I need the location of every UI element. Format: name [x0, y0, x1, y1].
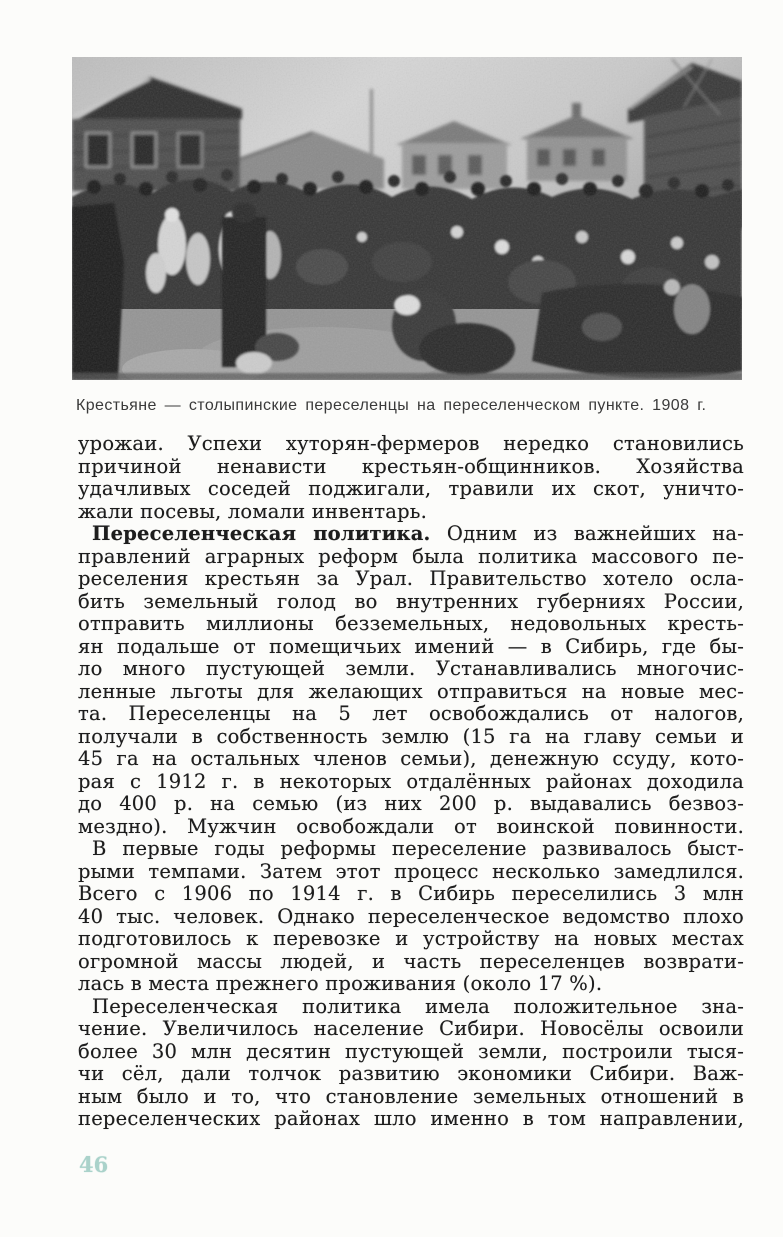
- body-line: бить земельный голод во внутренних губерниях России,: [78, 589, 744, 613]
- body-line: правлений аграрных реформ была политика массового пе-: [78, 544, 744, 568]
- paragraph-run-in-heading: Переселенческая политика.: [92, 522, 431, 545]
- body-line: огромной массы людей, и часть переселенцев возврати-: [78, 949, 744, 973]
- body-line: та. Переселенцы на 5 лет освобождались от налогов,: [78, 702, 744, 725]
- photo-caption: Крестьяне — столыпинские переселенцы на переселенческом пункте. 1908 г.: [76, 397, 707, 414]
- body-text: [78, 433, 744, 1131]
- body-line: ло много пустующей земли. Устанавливались многочис-: [78, 657, 744, 680]
- body-line: Всего с 1906 по 1914 г. в Сибирь переселились 3 млн: [78, 882, 744, 905]
- body-line: удачливых соседей поджигали, травили их скот, уничто-: [78, 477, 744, 500]
- body-line: более 30 млн десятин пустующей земли, построили тыся-: [78, 1039, 744, 1063]
- body-line: причиной ненависти крестьян-общинников. Хозяйства: [78, 454, 744, 478]
- body-line: рыми темпами. Затем этот процесс несколько замедлился.: [78, 859, 744, 883]
- body-line: до 400 р. на семью (из них 200 р. выдавались безвоз-: [78, 792, 744, 815]
- body-line: реселения крестьян за Урал. Правительство хотело осла-: [78, 567, 744, 590]
- body-line: 45 га на остальных членов семьи), денежную ссуду, кото-: [78, 747, 744, 770]
- body-line: 40 тыс. человек. Однако переселенческое ведомство плохо: [78, 904, 744, 928]
- body-line: ян подальше от помещичьих имений — в Сибирь, где бы-: [78, 634, 744, 658]
- body-line: лась в места прежнего проживания (около 17 %).: [78, 972, 603, 995]
- body-line: жали посевы, ломали инвентарь.: [78, 499, 427, 523]
- body-line: получали в собственность землю (15 га на главу семьи и: [78, 724, 744, 748]
- page-number: 46: [79, 1152, 109, 1177]
- body-line: чи сёл, дали толчок развитию экономики Сибири. Важ-: [78, 1062, 744, 1085]
- body-line: мездно). Мужчин освобождали от воинской повинности.: [78, 814, 744, 838]
- body-line: подготовилось к перевозке и устройству на новых местах: [78, 927, 744, 950]
- body-line: переселенческих районах шло именно в том направлении,: [78, 1107, 744, 1130]
- body-line: ным было и то, что становление земельных отношений в: [78, 1084, 744, 1108]
- body-line: Переселенческая политика имела положительное зна-: [92, 994, 744, 1018]
- body-line: чение. Увеличилось население Сибири. Новосёлы освоили: [78, 1017, 744, 1040]
- body-line: урожаи. Успехи хуторян-фермеров нередко становились: [78, 433, 744, 455]
- body-line: [78, 523, 744, 546]
- peasant-settlers-photo: [72, 57, 742, 380]
- body-line: отправить миллионы безземельных, недовольных кресть-: [78, 612, 744, 635]
- body-line: рая с 1912 г. в некоторых отдалённых районах доходила: [78, 769, 744, 793]
- body-line: ленные льготы для желающих отправиться на новые мес-: [78, 679, 744, 703]
- body-line: В первые годы реформы переселение развивалось быст-: [92, 837, 744, 860]
- body-line-text: Одним из важнейших на-: [446, 522, 744, 545]
- photo-illustration: [72, 57, 742, 380]
